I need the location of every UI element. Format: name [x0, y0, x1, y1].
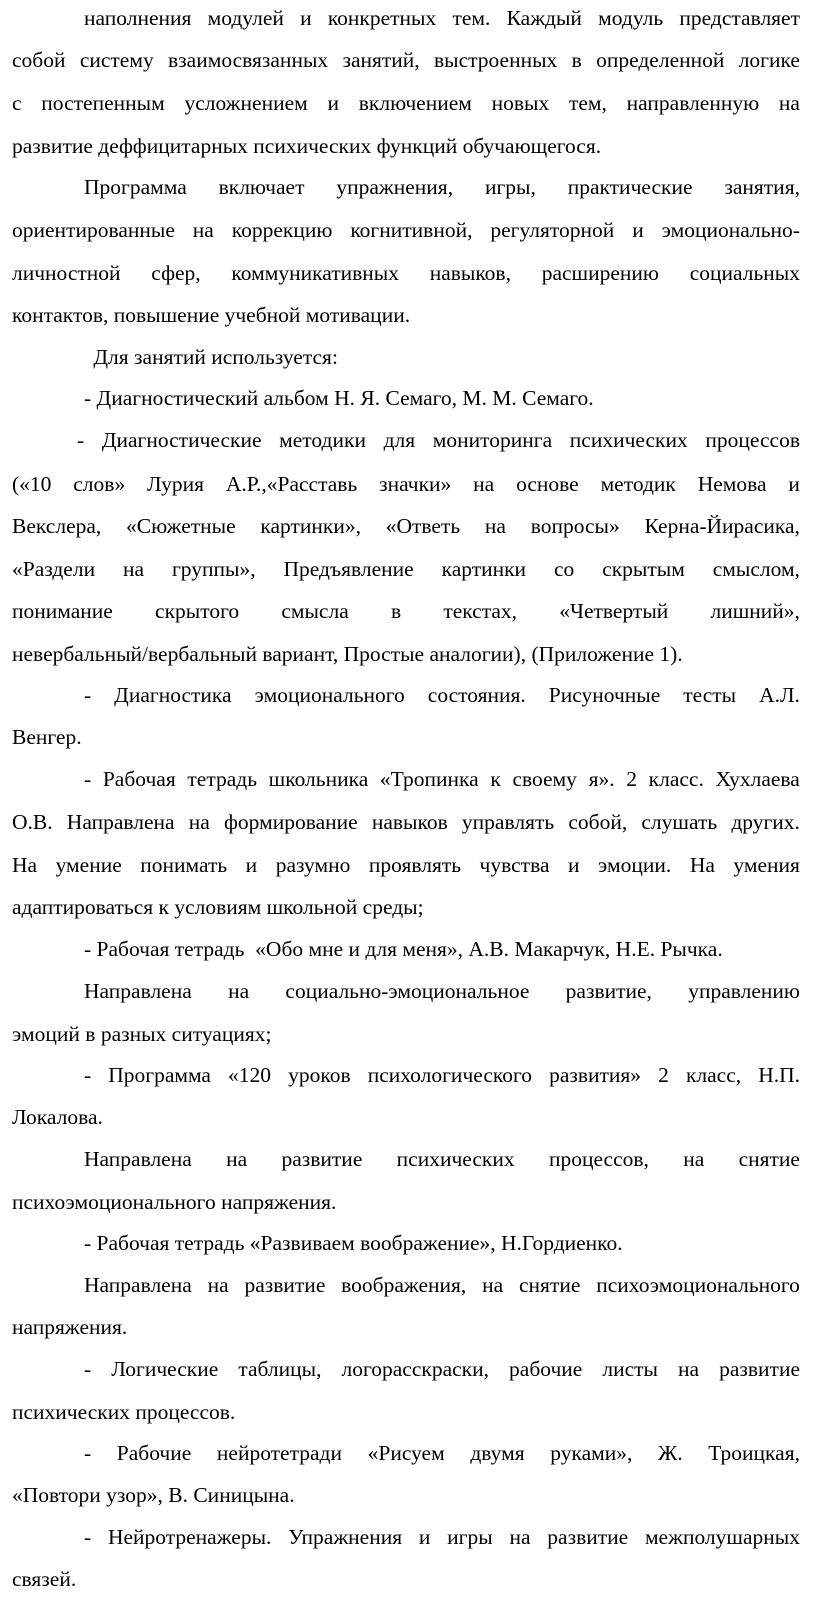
text-word: класс. — [648, 767, 704, 791]
text-word: навыков — [371, 810, 448, 834]
text-word: своему — [512, 767, 577, 791]
text-word: картинки — [441, 557, 527, 581]
text-word: снятие — [738, 1147, 800, 1171]
text-word: личностной — [12, 261, 121, 285]
text-run: «Повтори узор», В. Синицына. — [12, 1483, 295, 1507]
text-word: с — [12, 91, 22, 115]
text-word: Векслера, — [12, 514, 102, 538]
text-word: развитие — [281, 1147, 363, 1171]
text-word: к — [490, 767, 501, 791]
text-line — [77, 418, 800, 462]
text-line — [84, 969, 800, 1013]
text-line — [84, 1137, 800, 1181]
text-word: на — [207, 1273, 229, 1297]
text-line — [84, 927, 800, 971]
text-word: 2 — [626, 767, 637, 791]
text-line — [12, 1305, 800, 1349]
text-word: занятия, — [724, 175, 800, 199]
text-word: - — [84, 767, 92, 791]
text-word: на — [484, 514, 506, 538]
text-line — [84, 1515, 800, 1559]
text-line — [12, 1390, 800, 1434]
text-word: направленную — [626, 91, 760, 115]
text-word: чувства — [479, 853, 550, 877]
text-line — [12, 1180, 800, 1224]
text-word: развитие — [719, 1357, 800, 1381]
text-word: постепенным — [41, 91, 165, 115]
text-word: «Четвертый — [559, 599, 669, 623]
text-line — [12, 843, 800, 887]
text-word: сфер, — [151, 261, 201, 285]
text-word: снятие — [519, 1273, 581, 1297]
text-word: Направлена — [84, 979, 192, 1003]
text-line — [84, 1347, 800, 1391]
text-word: собой, — [568, 810, 628, 834]
text-word: Диагностика — [114, 683, 232, 707]
text-word: - — [84, 1525, 92, 1549]
text-word: на — [482, 1273, 504, 1297]
text-word: основе — [516, 472, 579, 496]
text-word: эмоции. — [598, 853, 672, 877]
text-word: А.Р.,«Расставь — [225, 472, 358, 496]
text-word: Рабочая — [102, 767, 176, 791]
text-word: На — [12, 853, 38, 877]
text-word: развитие — [547, 1525, 629, 1549]
text-word: процессов — [705, 428, 800, 452]
text-word: нейротетради — [216, 1441, 342, 1465]
text-word: психических — [569, 428, 688, 452]
text-word: включением — [358, 91, 472, 115]
text-word: Упражнения — [288, 1525, 403, 1549]
text-line — [84, 165, 800, 209]
text-word: развития» — [549, 1063, 642, 1087]
text-run: - Диагностический альбом Н. Я. Семаго, М. М. Семаго. — [84, 386, 594, 410]
text-word: логорасскраски, — [341, 1357, 489, 1381]
text-run: психоэмоционального напряжения. — [12, 1190, 337, 1214]
text-word: картинки», — [260, 514, 361, 538]
text-word: игры — [447, 1525, 493, 1549]
text-word: На — [689, 853, 715, 877]
text-run: Локалова. — [12, 1105, 103, 1129]
text-line — [12, 1557, 800, 1601]
text-word: вопросы» — [530, 514, 620, 538]
text-word: «Раздели — [12, 557, 96, 581]
text-word: и — [788, 472, 800, 496]
text-run: адаптироваться к условиям школьной среды; — [12, 895, 424, 919]
text-word: логике — [738, 48, 800, 72]
text-word: группы», — [171, 557, 256, 581]
text-word: управлению — [688, 979, 800, 1003]
text-word: Диагностические — [101, 428, 262, 452]
text-word: когнитивной, — [350, 218, 473, 242]
text-word: листы — [602, 1357, 658, 1381]
text-word: - — [84, 1441, 92, 1465]
text-run: психических процессов. — [12, 1400, 236, 1424]
text-line — [12, 589, 800, 633]
text-word: на — [778, 91, 800, 115]
text-line — [12, 462, 800, 506]
text-word: Ж. — [657, 1441, 683, 1465]
text-line — [84, 757, 800, 801]
text-word: и — [300, 6, 312, 30]
text-run: контактов, повышение учебной мотивации. — [12, 303, 411, 327]
text-word: Троицкая, — [708, 1441, 800, 1465]
text-line — [84, 1431, 800, 1475]
text-word: развитие — [244, 1273, 326, 1297]
text-line — [84, 1221, 800, 1265]
text-word: - — [84, 683, 92, 707]
text-run: - Рабочая тетрадь «Обо мне и для меня», А.В. Макарчук, Н.Е. Рычка. — [84, 937, 723, 961]
text-line — [12, 1095, 800, 1139]
text-line — [84, 0, 800, 40]
text-run: невербальный/вербальный вариант, Простые аналогии), (Приложение 1). — [12, 642, 683, 666]
text-word: тем. — [452, 6, 491, 30]
text-word: межполушарных — [644, 1525, 800, 1549]
text-word: и — [245, 853, 258, 877]
text-line — [12, 715, 800, 759]
text-word: на — [228, 979, 250, 1003]
text-word: коррекцию — [231, 218, 333, 242]
text-run: эмоций в разных ситуациях; — [12, 1022, 272, 1046]
text-word: класс, — [685, 1063, 742, 1087]
text-line — [12, 124, 800, 168]
text-line — [84, 376, 800, 420]
text-word: процессов, — [548, 1147, 649, 1171]
text-word: Логические — [111, 1357, 219, 1381]
text-word: Программа — [108, 1063, 211, 1087]
text-word: на — [226, 1147, 248, 1171]
text-word: «Тропинка — [379, 767, 479, 791]
text-word: и — [568, 853, 580, 877]
text-word: слов» — [73, 472, 126, 496]
text-run: - Рабочая тетрадь «Развиваем воображение», Н.Гордиенко. — [84, 1231, 623, 1255]
text-word: умения — [733, 853, 800, 877]
text-line — [12, 208, 800, 252]
text-word: для — [383, 428, 416, 452]
text-word: в — [390, 599, 402, 623]
text-word: двумя — [470, 1441, 525, 1465]
text-word: со — [553, 557, 575, 581]
text-word: Рисуночные — [548, 683, 661, 707]
text-line — [12, 293, 800, 337]
text-word: руками», — [550, 1441, 633, 1465]
text-word: в — [571, 48, 582, 72]
text-word: тем, — [568, 91, 607, 115]
text-word: коммуникативных — [231, 261, 399, 285]
text-word: Каждый — [506, 6, 582, 30]
text-word: выстроенных — [434, 48, 558, 72]
text-word: рабочие — [509, 1357, 583, 1381]
text-word: методики — [279, 428, 366, 452]
text-word: занятий, — [342, 48, 420, 72]
text-word: «Рисуем — [367, 1441, 445, 1465]
text-line — [12, 547, 800, 591]
text-word: смыслом, — [712, 557, 800, 581]
text-run: развитие деффицитарных психических функций обучающегося. — [12, 134, 602, 158]
text-word: на — [678, 1357, 700, 1381]
text-word: А.Л. — [759, 683, 800, 707]
text-word: представляет — [679, 6, 800, 30]
text-word: Рабочие — [116, 1441, 192, 1465]
text-word: («10 — [12, 472, 52, 496]
text-word: других. — [731, 810, 800, 834]
text-word: усложнением — [184, 91, 308, 115]
text-word: на — [122, 557, 145, 581]
text-word: Лурия — [147, 472, 204, 496]
text-word: регуляторной — [490, 218, 615, 242]
text-word: смысла — [281, 599, 349, 623]
text-word: новых — [491, 91, 550, 115]
text-line — [88, 335, 800, 379]
text-word: тесты — [683, 683, 737, 707]
text-word: Нейротренажеры. — [107, 1525, 272, 1549]
text-word: Направлена — [84, 1273, 192, 1297]
text-word: Керна-Йирасика, — [644, 514, 800, 538]
text-word: скрытым — [602, 557, 685, 581]
text-word: - — [77, 428, 85, 452]
text-line — [12, 38, 800, 82]
text-word: воображения, — [341, 1273, 467, 1297]
text-line — [12, 1012, 800, 1056]
text-word: слушать — [641, 810, 718, 834]
text-word: школьника — [268, 767, 369, 791]
text-word: значки» — [379, 472, 452, 496]
text-word: Немова — [697, 472, 767, 496]
text-word: таблицы, — [238, 1357, 322, 1381]
text-word: социально-эмоциональное — [285, 979, 530, 1003]
text-word: конкретных — [327, 6, 437, 30]
text-word: взаимосвязанных — [168, 48, 329, 72]
text-word: «Сюжетные — [126, 514, 236, 538]
text-word: понимать — [140, 853, 228, 877]
text-word: разумно — [275, 853, 351, 877]
text-word: психоэмоционального — [596, 1273, 800, 1297]
text-word: эмоционально- — [661, 218, 800, 242]
text-word: психических — [396, 1147, 515, 1171]
text-word: игры, — [484, 175, 536, 199]
text-word: методик — [600, 472, 676, 496]
text-word: проявлять — [368, 853, 462, 877]
text-word: Программа — [84, 175, 187, 199]
text-word: Н.П. — [758, 1063, 800, 1087]
text-word: мониторинга — [432, 428, 553, 452]
text-word: «120 — [228, 1063, 272, 1087]
text-word: лишний», — [710, 599, 800, 623]
text-word: «Ответь — [385, 514, 461, 538]
text-run: напряжения. — [12, 1315, 128, 1339]
text-word: на — [192, 218, 214, 242]
text-word: систему — [79, 48, 154, 72]
text-word: модулей — [207, 6, 284, 30]
text-line — [84, 1263, 800, 1307]
text-line — [12, 251, 800, 295]
text-word: формирование — [223, 810, 358, 834]
text-word: на — [509, 1525, 531, 1549]
text-word: текстах, — [443, 599, 518, 623]
text-word: я». — [588, 767, 615, 791]
text-run: связей. — [12, 1567, 77, 1591]
text-word: на — [473, 472, 495, 496]
text-word: собой — [12, 48, 66, 72]
text-word: состояния. — [427, 683, 526, 707]
text-line — [12, 800, 800, 844]
text-word: на — [683, 1147, 705, 1171]
text-line — [84, 673, 800, 717]
text-word: эмоционального — [254, 683, 405, 707]
text-word: О.В. — [12, 810, 53, 834]
text-word: уроков — [288, 1063, 351, 1087]
text-word: ориентированные — [12, 218, 175, 242]
text-word: Направлена — [66, 810, 175, 834]
text-word: тетрадь — [187, 767, 258, 791]
text-word: на — [188, 810, 210, 834]
text-word: Предъявление — [283, 557, 414, 581]
text-word: и — [632, 218, 644, 242]
text-word: психологического — [367, 1063, 533, 1087]
text-line — [84, 1053, 800, 1097]
text-word: и — [418, 1525, 431, 1549]
text-word: понимание — [12, 599, 113, 623]
text-word: и — [327, 91, 340, 115]
text-word: модуль — [598, 6, 664, 30]
text-word: определенной — [596, 48, 725, 72]
text-word: Направлена — [84, 1147, 192, 1171]
text-word: умение — [55, 853, 122, 877]
text-line — [12, 885, 800, 929]
text-word: - — [84, 1063, 92, 1087]
text-line — [12, 81, 800, 125]
text-run: Для занятий используется: — [88, 345, 338, 369]
text-word: практические — [567, 175, 693, 199]
text-word: 2 — [658, 1063, 669, 1087]
text-word: навыков, — [429, 261, 511, 285]
text-word: включает — [218, 175, 305, 199]
text-word: социальных — [689, 261, 800, 285]
text-word: управлять — [461, 810, 555, 834]
text-line — [12, 632, 800, 676]
text-run: Венгер. — [12, 725, 82, 749]
text-word: - — [84, 1357, 92, 1381]
text-line — [12, 1473, 800, 1517]
text-line — [12, 504, 800, 548]
text-word: наполнения — [84, 6, 192, 30]
text-word: развитие, — [565, 979, 652, 1003]
text-word: Хухлаева — [715, 767, 800, 791]
text-word: расширению — [541, 261, 659, 285]
text-word: скрытого — [155, 599, 240, 623]
text-word: упражнения, — [336, 175, 454, 199]
